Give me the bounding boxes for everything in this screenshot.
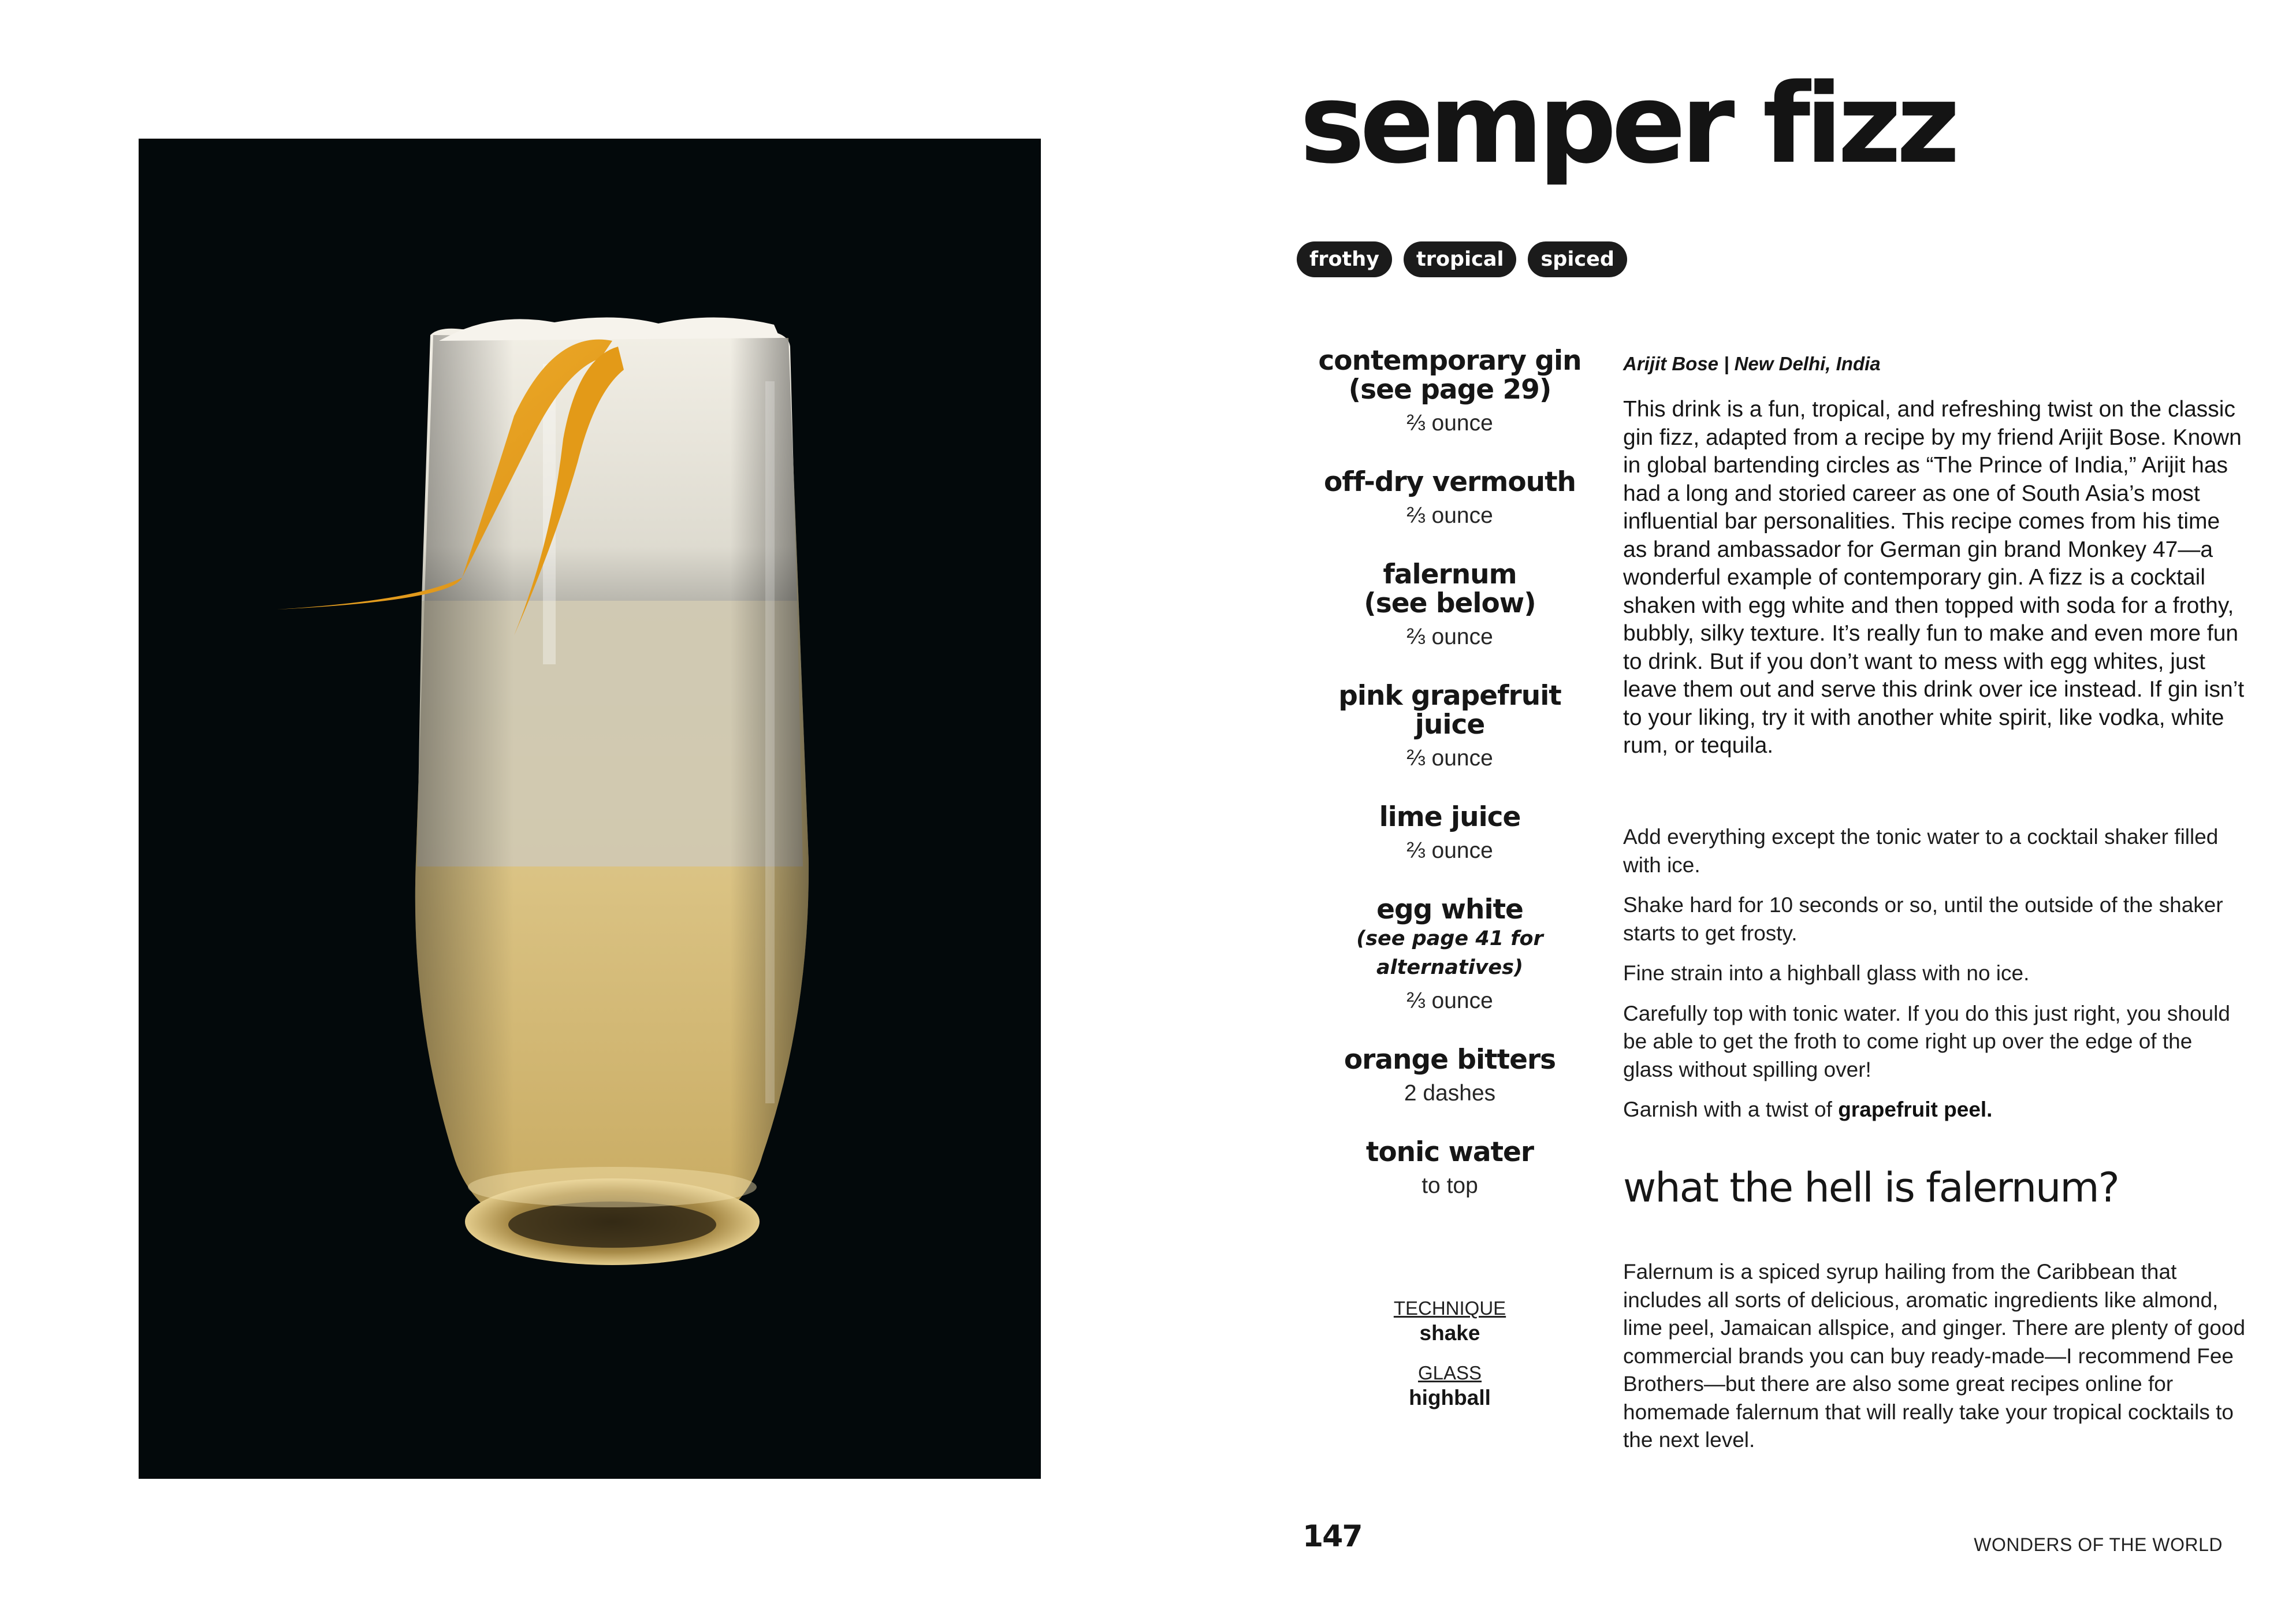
ingredient-name: orange bitters <box>1344 1044 1556 1076</box>
ingredient-item <box>1294 682 1606 772</box>
ingredient-amount: ⅔ ounce <box>1406 411 1493 436</box>
ingredient-name-line2: juice <box>1415 709 1485 741</box>
ingredient-item <box>1294 468 1606 529</box>
glass-value: highball <box>1409 1386 1491 1409</box>
ingredient-name: contemporary gin <box>1318 345 1581 377</box>
page-number: 147 <box>1303 1519 1362 1554</box>
ingredient-name: pink grapefruit <box>1338 680 1561 712</box>
ingredient-amount: ⅔ ounce <box>1406 838 1493 863</box>
ingredient-item <box>1294 560 1606 650</box>
tag-frothy: frothy <box>1297 241 1392 277</box>
ingredient-list <box>1294 347 1606 1230</box>
garnish-item: grapefruit peel. <box>1838 1098 1993 1121</box>
ingredient-name: falernum <box>1383 559 1517 590</box>
sidebar-paragraph: Falernum is a spiced syrup hailing from the Caribbean that includes all sorts of delicious, aromatic ingredients like almond, lime peel, Jamaican allspice, and ginger. There are plenty of good commercial brands you can buy ready-made—I recommend Fee Brothers—but there are also some great recipes online for homemade falernum that will really take your tropical cocktails to the next level. <box>1623 1260 2246 1452</box>
technique-glass-info <box>1294 1297 1606 1426</box>
ingredient-amount: to top <box>1421 1173 1478 1198</box>
ingredient-amount: ⅔ ounce <box>1406 503 1493 528</box>
recipe-byline: Arijit Bose | New Delhi, India <box>1623 353 1881 374</box>
cocktail-photo <box>139 139 1041 1479</box>
technique-value: shake <box>1419 1321 1480 1345</box>
garnish-step <box>1623 1096 2247 1124</box>
ingredient-name: lime juice <box>1379 801 1521 833</box>
highball-glass-illustration <box>139 139 1041 1479</box>
tag-tropical: tropical <box>1404 241 1516 277</box>
method-step: Add everything except the tonic water to a cocktail shaker filled with ice. <box>1623 825 2219 877</box>
ingredient-item <box>1294 895 1606 1014</box>
ingredient-amount: ⅔ ounce <box>1406 624 1493 649</box>
sidebar-heading: what the hell is falernum? <box>1623 1164 2119 1211</box>
ingredient-name: off-dry vermouth <box>1323 466 1576 498</box>
ingredient-name: tonic water <box>1365 1136 1534 1168</box>
tag-spiced: spiced <box>1528 241 1627 277</box>
glass-label: GLASS <box>1417 1362 1482 1383</box>
flavor-tags <box>1297 241 1627 277</box>
technique-label: TECHNIQUE <box>1393 1297 1506 1319</box>
ingredient-note: (see page 41 for alternatives) <box>1356 927 1543 979</box>
ingredient-name: egg white <box>1376 894 1523 925</box>
ingredient-item <box>1294 1046 1606 1107</box>
method-step: Fine strain into a highball glass with no ice. <box>1623 961 2030 985</box>
ingredient-amount: ⅔ ounce <box>1406 988 1493 1013</box>
ingredient-name-line2: (see below) <box>1364 587 1536 619</box>
garnish-text: Garnish with a twist of <box>1623 1098 1839 1121</box>
intro-paragraph: This drink is a fun, tropical, and refreshing twist on the classic gin fizz, adapted from a recipe by my friend Arijit Bose. Known in global bartending circles as “The Prince of India,” Arijit has had a long and storied career as one of South Asia’s most influential bar personalities. This recipe comes from his time as brand ambassador for German gin brand Monkey 47—a wonderful example of contemporary gin. A fizz is a cocktail shaken with egg white and then topped with soda for a frothy, bubbly, silky texture. It’s really fun to make and even more fun to drink. But if you don’t want to mess with egg whites, just leave them out and serve this drink over ice instead. If gin isn’t to your liking, try it with another white spirit, like vodka, white rum, or tequila. <box>1623 397 2245 758</box>
ingredient-item <box>1294 347 1606 437</box>
recipe-title: semper fizz <box>1300 60 1955 188</box>
ingredient-name-line2: (see page 29) <box>1348 374 1551 406</box>
ingredient-item <box>1294 1138 1606 1199</box>
ingredient-amount: 2 dashes <box>1404 1081 1496 1106</box>
ingredient-amount: ⅔ ounce <box>1406 746 1493 771</box>
method-steps <box>1623 823 2247 1136</box>
ingredient-item <box>1294 803 1606 864</box>
method-step: Shake hard for 10 seconds or so, until the outside of the shaker starts to get frosty. <box>1623 893 2223 945</box>
method-step: Carefully top with tonic water. If you do this just right, you should be able to get the froth to come right up over the edge of the glass without spilling over! <box>1623 1001 2230 1081</box>
running-footer: WONDERS OF THE WORLD <box>1974 1534 2223 1555</box>
